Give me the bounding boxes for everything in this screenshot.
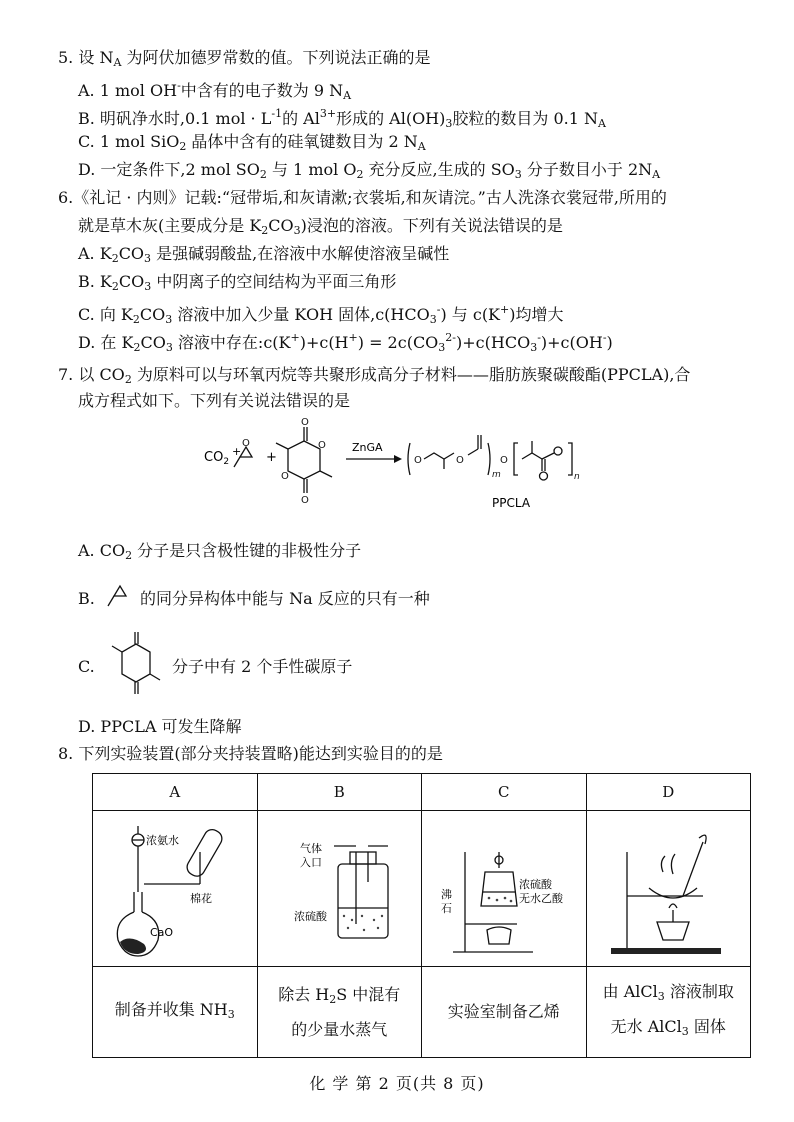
ppcla-structure (408, 435, 580, 482)
svg-text:O: O (456, 455, 464, 466)
svg-text:O: O (301, 417, 309, 428)
svg-text:浓硫酸: 浓硫酸 (518, 877, 552, 891)
q5-option-c: C. 1 mol SiO$_2$ 晶体中含有的硅氧键数目为 2 $N_A$ (78, 132, 426, 153)
svg-text:O: O (414, 455, 422, 466)
apparatus-a-diagram (100, 812, 250, 962)
q7-option-b-text: 的同分异构体中能与 Na 反应的只有一种 (140, 589, 430, 608)
apparatus-c-diagram (429, 812, 579, 962)
svg-text:O: O (281, 471, 289, 482)
plus-sign-2: + (266, 450, 277, 465)
apparatus-c-cell (422, 811, 587, 967)
svg-text:O: O (242, 438, 250, 449)
q7-option-c-label: C. (78, 657, 95, 676)
lactide-option-structure (106, 622, 166, 706)
q6-option-b: B. $K_2CO_3$ 中阴离子的空间结构为平面三角形 (78, 272, 397, 293)
svg-text:沸: 沸 (440, 887, 452, 901)
purpose-d: 由 AlCl$_3$ 溶液制取 无水 AlCl$_3$ 固体 (586, 967, 751, 1058)
table-header-a: A (93, 774, 258, 811)
reaction-arrow (346, 441, 402, 463)
q6-option-c: C. 向 $K_2CO_3$ 溶液中加入少量 KOH 固体$,c(HCO_3^-)$ 与 c(K+)均增大 (78, 303, 564, 326)
co2-label: $CO_2$ (204, 450, 230, 467)
q6-option-d: D. 在 $K_2CO_3$ 溶液中存在:c(K+)+c(H+) = $2c(CO_3^{2-})+c(HCO_3^-)+c(OH^-)$ (78, 331, 613, 354)
q5-option-b: B. 明矾净水时,0.1 mol · $L^{-1}$的 $Al^{3+}$形成的 $Al(OH)_3$胶粒的数目为 0.1 $N_A$ (78, 107, 606, 130)
q7-stem-line2: 成方程式如下。下列有关说法错误的是 (78, 391, 351, 410)
q7-option-a: A. $CO_2$ 分子是只含极性键的非极性分子 (78, 541, 362, 562)
ppcla-label: PPCLA (492, 496, 531, 510)
reaction-scheme (196, 413, 616, 513)
svg-text:入口: 入口 (300, 855, 323, 869)
svg-text:浓氨水: 浓氨水 (145, 833, 179, 847)
svg-text:n: n (574, 472, 580, 482)
catalyst-label: ZnGA (352, 441, 383, 454)
table-header-b: B (257, 774, 422, 811)
propylene-oxide-option-structure (104, 574, 136, 612)
svg-text:O: O (500, 455, 508, 466)
q7-option-d: D. PPCLA 可发生降解 (78, 717, 242, 736)
svg-text:无水乙酸: 无水乙酸 (518, 891, 563, 905)
q5-stem: 5. 设 $N_A$ 为阿伏加德罗常数的值。下列说法正确的是 (58, 48, 431, 69)
q7-stem-line1: 7. 以 $CO_2$ 为原料可以与环氧丙烷等共聚形成高分子材料——脂肪族聚碳酸酯(PPCLA),合 (58, 365, 691, 386)
q5-option-d: D. 一定条件下,2 mol $SO_2$ 与 1 mol $O_2$ 充分反应,生成的 $SO_3$ 分子数目小于 $2N_A$ (78, 160, 661, 181)
apparatus-table (92, 773, 751, 1058)
purpose-c: 实验室制备乙烯 (422, 967, 587, 1058)
lactide-structure (276, 417, 332, 506)
svg-text:O: O (318, 440, 326, 451)
apparatus-d-diagram (593, 812, 743, 962)
svg-text:石: 石 (440, 901, 452, 915)
q5-option-a: A. 1 mol OH-中含有的电子数为 9 $N_A$ (78, 79, 352, 102)
apparatus-d-cell (586, 811, 751, 967)
purpose-a: 制备并收集 $NH_3$ (93, 967, 258, 1058)
svg-text:气体: 气体 (300, 841, 323, 855)
apparatus-b-diagram (264, 812, 414, 962)
svg-text:CaO: CaO (149, 925, 173, 939)
q7-option-c-text: 分子中有 2 个手性碳原子 (172, 657, 353, 676)
svg-text:O: O (301, 495, 309, 506)
table-header-d: D (586, 774, 751, 811)
q7-option-b-label: B. (78, 589, 95, 608)
purpose-b: 除去 $H_2S$ 中混有 的少量水蒸气 (257, 967, 422, 1058)
svg-text:棉花: 棉花 (189, 891, 212, 905)
q6-stem-line1: 6.《礼记 · 内则》记载:“冠带垢,和灰请漱;衣裳垢,和灰请浣。”古人洗涤衣裳冠带,所用的 (58, 188, 667, 207)
q6-option-a: A. $K_2CO_3$ 是强碱弱酸盐,在溶液中水解使溶液呈碱性 (78, 244, 450, 265)
apparatus-b-cell (257, 811, 422, 967)
q8-stem: 8. 下列实验装置(部分夹持装置略)能达到实验目的的是 (58, 744, 443, 763)
svg-text:m: m (492, 470, 501, 480)
table-header-c: C (422, 774, 587, 811)
page-footer: 化 学 第 2 页(共 8 页) (309, 1074, 485, 1093)
apparatus-a-cell (93, 811, 258, 967)
plus-sign-1: + (232, 445, 242, 458)
q6-stem-line2: 就是草木灰(主要成分是 $K_2CO_3$)浸泡的溶液。下列有关说法错误的是 (78, 216, 563, 237)
svg-text:浓硫酸: 浓硫酸 (294, 909, 328, 923)
